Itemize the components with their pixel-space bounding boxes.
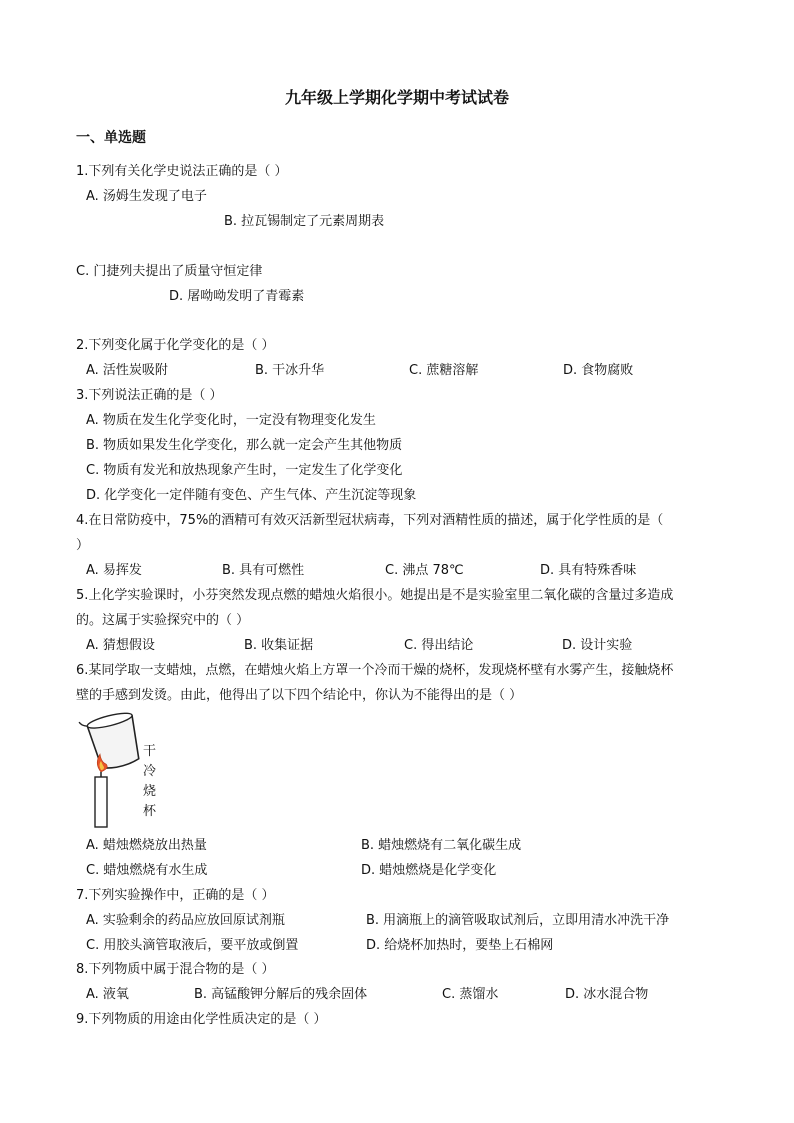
- question-3-option-c[interactable]: C. 物质有发光和放热现象产生时，一定发生了化学变化: [86, 463, 403, 478]
- question-7-option-d[interactable]: D. 给烧杯加热时，要垫上石棉网: [366, 938, 554, 953]
- question-3-option-d[interactable]: D. 化学变化一定伴随有变色、产生气体、产生沉淀等现象: [86, 488, 417, 503]
- figure-label-char-2: 冷: [143, 764, 157, 779]
- question-5-option-a[interactable]: A. 猜想假设: [86, 638, 155, 653]
- question-1-option-a[interactable]: A. 汤姆生发现了电子: [86, 189, 207, 204]
- question-2-option-a[interactable]: A. 活性炭吸附: [86, 363, 168, 378]
- figure-label-char-3: 烧: [143, 784, 157, 799]
- question-1-option-d[interactable]: D. 屠呦呦发明了青霉素: [169, 289, 305, 304]
- question-4-option-a[interactable]: A. 易挥发: [86, 563, 142, 578]
- section-heading: 一、单选题: [76, 130, 146, 146]
- exam-title: 九年级上学期化学期中考试试卷: [284, 88, 509, 107]
- figure-label-char-4: 杯: [143, 804, 157, 819]
- question-2-stem: 2.下列变化属于化学变化的是（ ）: [76, 338, 275, 353]
- question-5-option-b[interactable]: B. 收集证据: [244, 638, 314, 653]
- question-7-option-b[interactable]: B. 用滴瓶上的滴管吸取试剂后，立即用清水冲洗干净: [366, 913, 670, 928]
- question-8-option-a[interactable]: A. 液氧: [86, 987, 129, 1002]
- question-4-option-b[interactable]: B. 具有可燃性: [222, 563, 305, 578]
- question-8-option-b[interactable]: B. 高锰酸钾分解后的残余固体: [194, 987, 368, 1002]
- question-7-option-a[interactable]: A. 实验剩余的药品应放回原试剂瓶: [86, 913, 285, 928]
- question-6-option-c[interactable]: C. 蜡烛燃烧有水生成: [86, 863, 208, 878]
- question-3-stem: 3.下列说法正确的是（ ）: [76, 388, 223, 403]
- question-8-option-c[interactable]: C. 蒸馏水: [442, 987, 499, 1002]
- question-4-option-d[interactable]: D. 具有特殊香味: [540, 563, 637, 578]
- question-2-option-c[interactable]: C. 蔗糖溶解: [409, 363, 479, 378]
- question-4-stem-line1: 4.在日常防疫中，75%的酒精可有效灭活新型冠状病毒，下列对酒精性质的描述，属于化学性质的是（: [76, 513, 664, 528]
- question-8-option-d[interactable]: D. 冰水混合物: [565, 987, 649, 1002]
- question-6-option-d[interactable]: D. 蜡烛燃烧是化学变化: [361, 863, 497, 878]
- question-1-option-b[interactable]: B. 拉瓦锡制定了元素周期表: [224, 214, 385, 229]
- question-6-stem-line2: 壁的手感到发烫。由此，他得出了以下四个结论中，你认为不能得出的是（ ）: [76, 688, 523, 703]
- question-4-option-c[interactable]: C. 沸点 78℃: [385, 563, 464, 578]
- question-6-option-b[interactable]: B. 蜡烛燃烧有二氧化碳生成: [361, 838, 522, 853]
- question-5-stem-line2: 的。这属于实验探究中的（ ）: [76, 613, 250, 628]
- question-7-stem: 7.下列实验操作中，正确的是（ ）: [76, 888, 275, 903]
- question-8-stem: 8.下列物质中属于混合物的是（ ）: [76, 962, 275, 977]
- figure-label-char-1: 干: [143, 744, 157, 759]
- question-2-option-b[interactable]: B. 干冰升华: [255, 363, 325, 378]
- question-3-option-b[interactable]: B. 物质如果发生化学变化，那么就一定会产生其他物质: [86, 438, 403, 453]
- question-6-stem-line1: 6.某同学取一支蜡烛，点燃，在蜡烛火焰上方罩一个冷而干燥的烧杯，发现烧杯壁有水雾产生，接触烧杯: [76, 663, 674, 678]
- question-5-option-d[interactable]: D. 设计实验: [562, 638, 633, 653]
- question-7-option-c[interactable]: C. 用胶头滴管取液后，要平放或倒置: [86, 938, 299, 953]
- question-5-option-c[interactable]: C. 得出结论: [404, 638, 474, 653]
- question-1-option-c[interactable]: C. 门捷列夫提出了质量守恒定律: [76, 264, 263, 279]
- question-9-stem: 9.下列物质的用途由化学性质决定的是（ ）: [76, 1012, 327, 1027]
- question-4-stem-line2: ）: [76, 538, 90, 553]
- question-2-option-d[interactable]: D. 食物腐败: [563, 363, 634, 378]
- question-6-option-a[interactable]: A. 蜡烛燃烧放出热量: [86, 838, 207, 853]
- question-1-stem: 1.下列有关化学史说法正确的是（ ）: [76, 164, 288, 179]
- question-5-stem-line1: 5.上化学实验课时，小芬突然发现点燃的蜡烛火焰很小。她提出是不是实验室里二氧化碳的含量过多造成: [76, 588, 674, 603]
- question-3-option-a[interactable]: A. 物质在发生化学变化时，一定没有物理变化发生: [86, 413, 376, 428]
